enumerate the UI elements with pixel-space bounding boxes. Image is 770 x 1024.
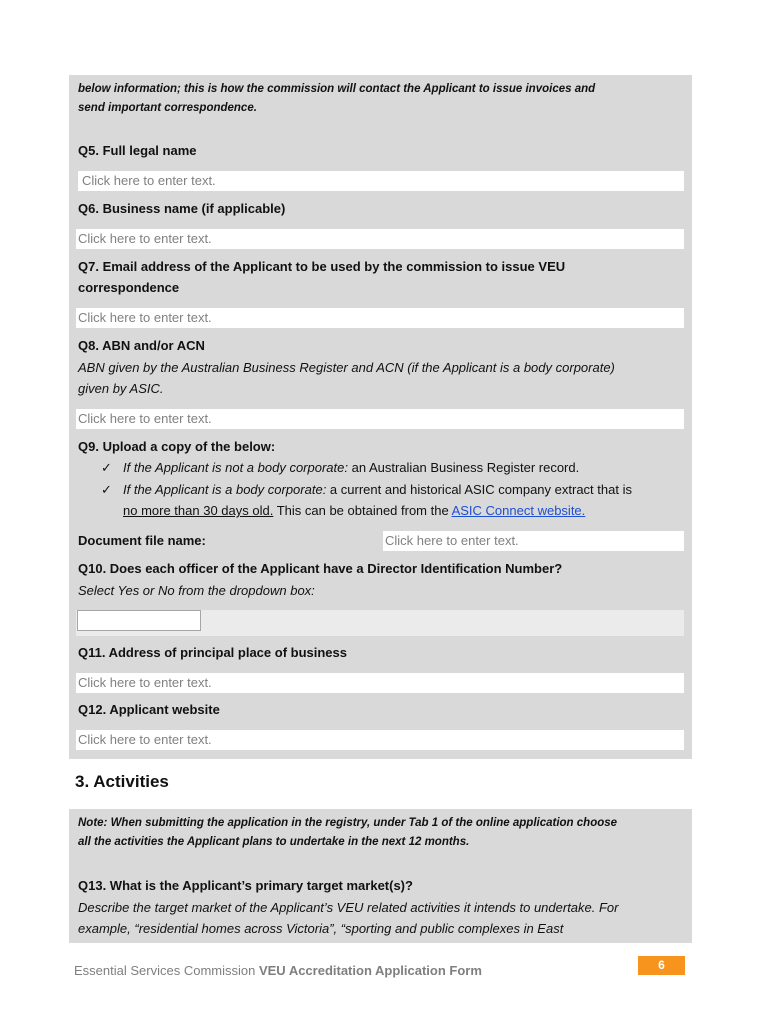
q8-label: Q8. ABN and/or ACN — [78, 338, 205, 353]
q10-help-text: Select Yes or No from the dropdown box: — [78, 583, 315, 598]
checkmark-icon: ✓ — [101, 460, 112, 475]
q9-label: Q9. Upload a copy of the below: — [78, 439, 276, 454]
q11-label: Q11. Address of principal place of business — [78, 645, 347, 660]
q13-help-text: Describe the target market of the Applicant’s VEU related activities it intends to undertake. For example, “residential homes across Victoria”, “sporting and public complexes in East — [78, 900, 619, 936]
q13-label: Q13. What is the Applicant’s primary target market(s)? — [78, 878, 413, 893]
section-heading: 3. Activities — [75, 772, 169, 791]
applicant-website-field[interactable]: Click here to enter text. — [76, 730, 684, 750]
q5-label: Q5. Full legal name — [78, 143, 197, 158]
q6-label: Q6. Business name (if applicable) — [78, 201, 286, 216]
contact-intro-text: below information; this is how the commission will contact the Applicant to issue invoices and send important correspondence. — [78, 83, 596, 114]
business-name-field[interactable]: Click here to enter text. — [76, 229, 684, 249]
document-file-name-field[interactable]: Click here to enter text. — [383, 531, 684, 551]
document-file-name-label: Document file name: — [78, 533, 206, 548]
director-id-dropdown[interactable] — [77, 610, 201, 631]
q7-label: Q7. Email address of the Applicant to be used by the commission to issue VEU correspondence — [78, 259, 566, 295]
principal-address-field[interactable]: Click here to enter text. — [76, 673, 684, 693]
abn-acn-field[interactable]: Click here to enter text. — [76, 409, 684, 429]
thirty-days-emphasis: no more than 30 days old. — [123, 503, 274, 518]
email-address-field[interactable]: Click here to enter text. — [76, 308, 684, 328]
full-legal-name-field[interactable]: Click here to enter text. — [78, 171, 684, 191]
q12-label: Q12. Applicant website — [78, 702, 220, 717]
page-number: 6 — [638, 956, 685, 975]
q10-label: Q10. Does each officer of the Applicant have a Director Identification Number? — [78, 561, 563, 576]
checkmark-icon: ✓ — [101, 482, 112, 497]
asic-connect-link[interactable]: ASIC Connect website. — [451, 503, 586, 518]
activities-note: Note: When submitting the application in the registry, under Tab 1 of the online application choose all the activities the Applicant plans to undertake in the next 12 months. — [78, 817, 618, 848]
q8-help-text: ABN given by the Australian Business Register and ACN (if the Applicant is a body corporate) given by ASIC. — [78, 360, 615, 396]
page-footer: Essential Services Commission VEU Accreditation Application Form — [74, 963, 482, 978]
